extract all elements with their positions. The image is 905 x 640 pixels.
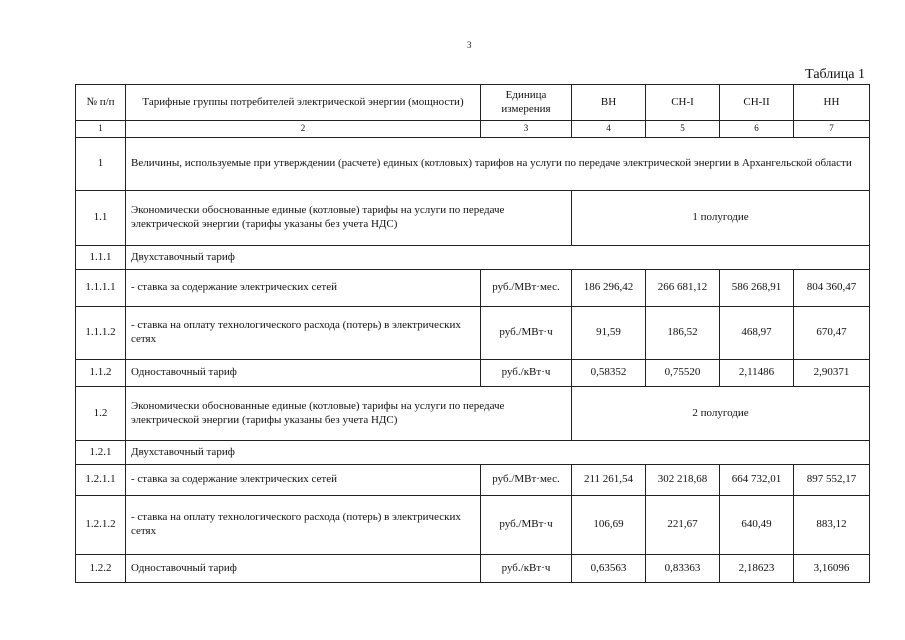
column-index-cell: 7 [794, 121, 870, 138]
value-nn: 804 360,47 [794, 270, 870, 307]
table-row [76, 138, 870, 191]
row-label: - ставка за содержание электрических сетей [126, 465, 481, 496]
value-nn: 670,47 [794, 307, 870, 360]
column-index-cell: 2 [126, 121, 481, 138]
period-label: 1 полугодие [572, 191, 870, 246]
column-index-cell: 5 [646, 121, 720, 138]
row-label: Экономически обоснованные единые (котловые) тарифы на услуги по передаче электрической энергии (тарифы указаны без учета НДС) [126, 387, 572, 441]
header-group: Тарифные группы потребителей электрической энергии (мощности) [126, 85, 481, 121]
row-num: 1.1.1 [76, 246, 126, 270]
value-sn1: 186,52 [646, 307, 720, 360]
value-sn2: 586 268,91 [720, 270, 794, 307]
value-nn: 897 552,17 [794, 465, 870, 496]
header-row [76, 85, 870, 121]
row-num: 1.1 [76, 191, 126, 246]
column-index-cell: 3 [481, 121, 572, 138]
row-num: 1.2 [76, 387, 126, 441]
value-sn1: 221,67 [646, 496, 720, 555]
table-row [76, 387, 870, 441]
section-title: Величины, используемые при утверждении (расчете) единых (котловых) тарифов на услуги по передаче электрической энергии в Архангельской области [126, 138, 870, 191]
table-row [76, 496, 870, 555]
table-row [76, 441, 870, 465]
header-vn: ВН [572, 85, 646, 121]
column-index-cell: 6 [720, 121, 794, 138]
value-sn1: 0,83363 [646, 555, 720, 583]
value-sn2: 640,49 [720, 496, 794, 555]
table-caption: Таблица 1 [805, 67, 865, 82]
value-nn: 3,16096 [794, 555, 870, 583]
row-unit: руб./МВт·мес. [481, 270, 572, 307]
column-index-row [76, 121, 870, 138]
header-num: № п/п [76, 85, 126, 121]
table-row [76, 191, 870, 246]
row-unit: руб./МВт·мес. [481, 465, 572, 496]
row-label: - ставка на оплату технологического расхода (потерь) в электрических сетях [126, 496, 481, 555]
table-row [76, 555, 870, 583]
table-row [76, 246, 870, 270]
value-sn2: 2,18623 [720, 555, 794, 583]
value-sn1: 302 218,68 [646, 465, 720, 496]
value-vn: 0,58352 [572, 360, 646, 387]
row-label: Одноставочный тариф [126, 360, 481, 387]
column-index-cell: 1 [76, 121, 126, 138]
table-row [76, 465, 870, 496]
row-unit: руб./МВт·ч [481, 496, 572, 555]
header-unit: Единица измерения [481, 85, 572, 121]
row-label: - ставка за содержание электрических сетей [126, 270, 481, 307]
value-sn1: 0,75520 [646, 360, 720, 387]
row-unit: руб./кВт·ч [481, 555, 572, 583]
row-label: Двухставочный тариф [126, 441, 870, 465]
row-num: 1.1.1.1 [76, 270, 126, 307]
header-sn1: СН-I [646, 85, 720, 121]
period-label: 2 полугодие [572, 387, 870, 441]
page-number: 3 [467, 40, 472, 50]
value-vn: 211 261,54 [572, 465, 646, 496]
row-label: Двухставочный тариф [126, 246, 870, 270]
value-sn1: 266 681,12 [646, 270, 720, 307]
header-nn: НН [794, 85, 870, 121]
value-sn2: 468,97 [720, 307, 794, 360]
row-num: 1.2.1 [76, 441, 126, 465]
row-label: Экономически обоснованные единые (котловые) тарифы на услуги по передаче электрической энергии (тарифы указаны без учета НДС) [126, 191, 572, 246]
row-unit: руб./МВт·ч [481, 307, 572, 360]
row-label: Одноставочный тариф [126, 555, 481, 583]
value-vn: 0,63563 [572, 555, 646, 583]
table-row [76, 270, 870, 307]
row-num: 1.1.1.2 [76, 307, 126, 360]
value-vn: 91,59 [572, 307, 646, 360]
value-nn: 883,12 [794, 496, 870, 555]
header-sn2: СН-II [720, 85, 794, 121]
column-index-cell: 4 [572, 121, 646, 138]
row-num: 1.2.1.2 [76, 496, 126, 555]
tariff-table [75, 84, 870, 583]
row-num: 1.2.2 [76, 555, 126, 583]
value-sn2: 664 732,01 [720, 465, 794, 496]
row-num: 1.2.1.1 [76, 465, 126, 496]
table-row [76, 307, 870, 360]
row-unit: руб./кВт·ч [481, 360, 572, 387]
row-num: 1.1.2 [76, 360, 126, 387]
row-label: - ставка на оплату технологического расхода (потерь) в электрических сетях [126, 307, 481, 360]
table-row [76, 360, 870, 387]
value-vn: 186 296,42 [572, 270, 646, 307]
value-nn: 2,90371 [794, 360, 870, 387]
row-num: 1 [76, 138, 126, 191]
value-vn: 106,69 [572, 496, 646, 555]
value-sn2: 2,11486 [720, 360, 794, 387]
